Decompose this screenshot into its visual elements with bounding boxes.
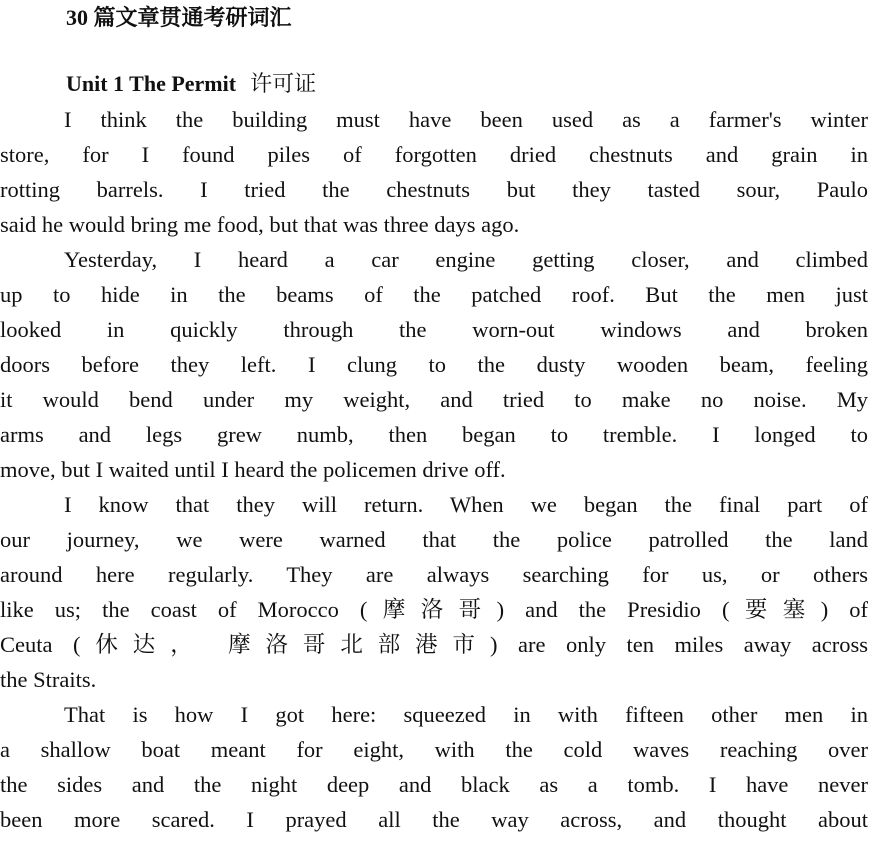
text-line: I know that they will return. When we began the final part of — [64, 492, 868, 517]
text-line: been more scared. I prayed all the way across, and thought about — [0, 807, 868, 832]
text-line: the Straits. — [0, 667, 97, 692]
text-line: our journey, we were warned that the police patrolled the land — [0, 527, 868, 552]
article-body — [0, 102, 868, 837]
paragraph — [0, 242, 868, 487]
text-line: move, but I waited until I heard the policemen drive off. — [0, 457, 506, 482]
text-line: a shallow boat meant for eight, with the cold waves reaching over — [0, 737, 868, 762]
text-line: said he would bring me food, but that was three days ago. — [0, 212, 520, 237]
text-line: it would bend under my weight, and tried to make no noise. My — [0, 387, 868, 412]
text-line: Yesterday, I heard a car engine getting closer, and climbed — [64, 247, 868, 272]
text-line: up to hide in the beams of the patched roof. But the men just — [0, 282, 868, 307]
text-line: looked in quickly through the worn-out windows and broken — [0, 317, 868, 342]
text-line: store, for I found piles of forgotten dried chestnuts and grain in — [0, 142, 868, 167]
unit-heading-label: Unit 1 The Permit — [66, 71, 237, 96]
unit-heading — [66, 70, 316, 98]
text-line: like us; the coast of Morocco (摩洛哥) and the Presidio (要塞) of — [0, 597, 868, 622]
text-line: the sides and the night deep and black as a tomb. I have never — [0, 772, 868, 797]
text-line: That is how I got here: squeezed in with fifteen other men in — [64, 702, 868, 727]
unit-heading-label-cn: 许可证 — [250, 71, 317, 96]
text-line: arms and legs grew numb, then began to tremble. I longed to — [0, 422, 868, 447]
text-line: around here regularly. They are always searching for us, or others — [0, 562, 868, 587]
paragraph — [0, 102, 868, 242]
text-line: I think the building must have been used as a farmer's winter — [64, 107, 868, 132]
paragraph — [0, 697, 868, 837]
paragraph — [0, 487, 868, 697]
text-line: Ceuta (休达， 摩洛哥北部港市) are only ten miles away across — [0, 632, 868, 657]
text-line: rotting barrels. I tried the chestnuts but they tasted sour, Paulo — [0, 177, 868, 202]
text-line: doors before they left. I clung to the dusty wooden beam, feeling — [0, 352, 868, 377]
document-title: 30 篇文章贯通考研词汇 — [66, 5, 292, 30]
